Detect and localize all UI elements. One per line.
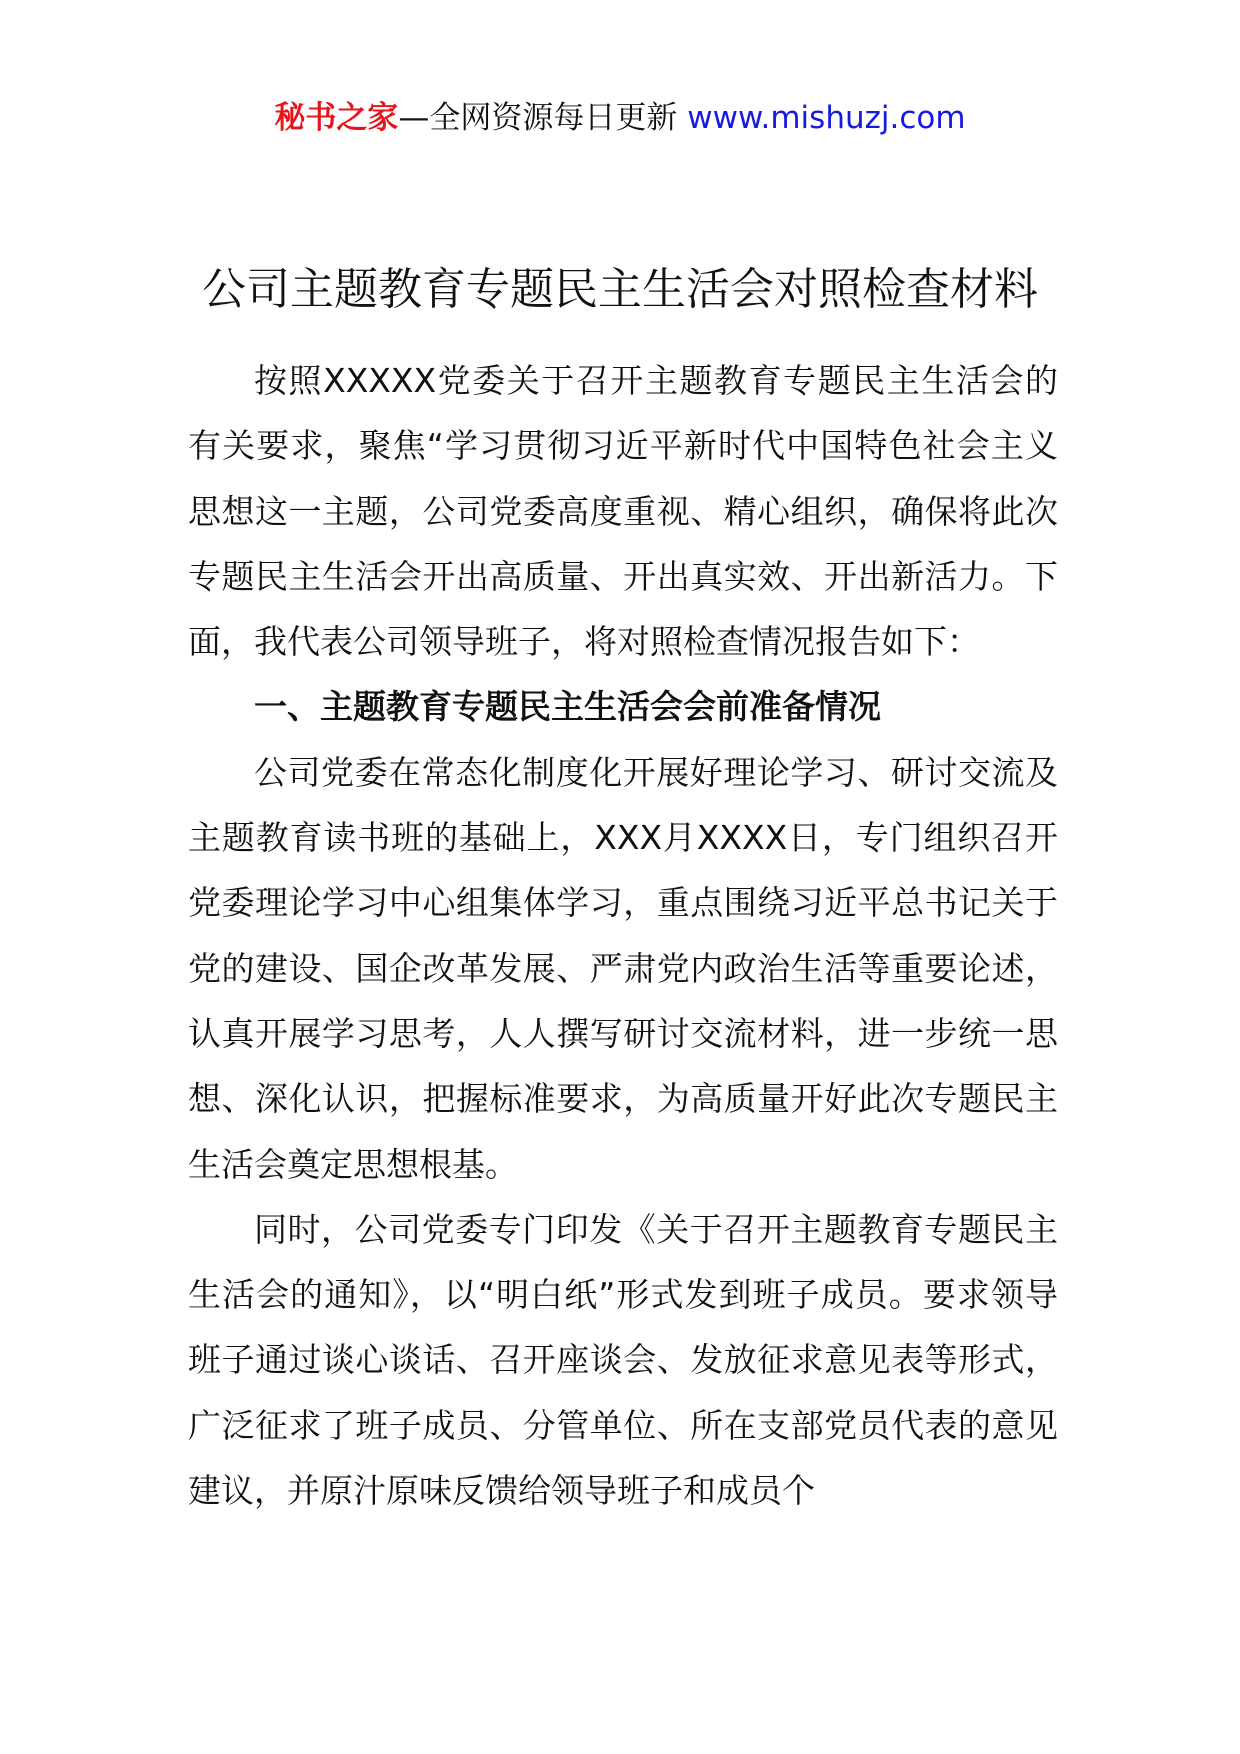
site-banner [0,96,1240,140]
document-title: 公司主题教育专题民主生活会对照检查材料 [202,264,1038,315]
paragraph-notice: 同时，公司党委专门印发《关于召开主题教育专题民主生活会的通知》，以“明白纸”形式发到班子成员。要求领导班子通过谈心谈话、召开座谈会、发放征求意见表等形式，广泛征求了班子成员、分管单位、所在支部党员代表的意见建议，并原汁原味反馈给领导班子和成员个 [188,1209,1058,1511]
site-url-link[interactable]: www.mishuzj.com [687,100,966,136]
paragraph-preparation: 公司党委在常态化制度化开展好理论学习、研讨交流及主题教育读书班的基础上，XXX月XXXX日，专门组织召开党委理论学习中心组集体学习，重点围绕习近平总书记关于党的建设、国企改革发展、严肃党内政治生活等重要论述，认真开展学习思考，人人撰写研讨交流材料，进一步统一思想、深化认识，把握标准要求，为高质量开好此次专题民主生活会奠定思想根基。 [188,752,1058,1184]
paragraph-intro: 按照XXXXX党委关于召开主题教育专题民主生活会的有关要求，聚焦“学习贯彻习近平新时代中国特色社会主义思想这一主题，公司党委高度重视、精心组织，确保将此次专题民主生活会开出高质量、开出真实效、开出新活力。下面，我代表公司领导班子，将对照检查情况报告如下： [188,361,1058,662]
section-heading-1: 一、主题教育专题民主生活会会前准备情况 [254,687,881,727]
site-slogan: —全网资源每日更新 [398,100,678,136]
site-brand-name: 秘书之家 [274,100,399,136]
document-body [188,348,1058,1523]
